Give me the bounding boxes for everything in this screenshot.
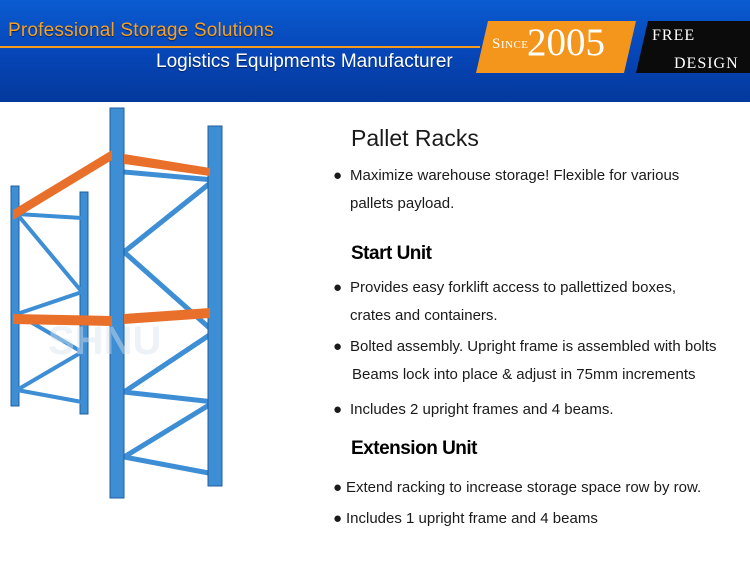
header-tagline: Professional Storage Solutions [8,20,274,41]
start-b3-line: Includes 2 upright frames and 4 beams. [350,401,614,418]
since-label: Since [492,36,529,52]
header-subtitle: Logistics Equipments Manufacturer [156,51,453,72]
extension-unit-bullet-1 [333,474,702,502]
start-b1-line2: crates and containers. [350,307,498,324]
start-unit-bullet-1 [333,274,676,330]
image-watermark: SHNU [48,319,162,363]
start-b2-line1: Bolted assembly. Upright frame is assembled with bolts [350,338,717,355]
intro-bullet [333,162,680,218]
rear-upright-frame [11,186,88,414]
header-divider-line [0,46,480,48]
bullet-dot: ● [333,338,343,355]
intro-line2: pallets payload. [350,195,455,212]
bullet-dot: ● [333,479,343,496]
extension-unit-heading: Extension Unit [351,438,478,459]
start-unit-bullet-3 [333,396,614,424]
intro-line1: Maximize warehouse storage! Flexible for various [350,167,680,184]
free-design-line1: FREE [652,27,696,44]
start-unit-bullet-2 [333,333,717,389]
since-year: 2005 [527,21,605,64]
bullet-dot: ● [333,401,343,418]
pallet-rack-image [0,102,250,502]
start-unit-heading: Start Unit [351,243,432,264]
bullet-dot: ● [333,167,343,184]
header-banner [0,0,750,102]
start-b2-line2: Beams lock into place & adjust in 75mm increments [352,366,696,383]
free-design-line2: DESIGN [674,55,739,72]
page-title: Pallet Racks [351,125,479,151]
ext-b1-line: Extend racking to increase storage space row by row. [346,479,702,496]
bullet-dot: ● [333,279,343,296]
start-b1-line1: Provides easy forklift access to pallettized boxes, [350,279,676,296]
bullet-dot: ● [333,510,343,527]
extension-unit-bullet-2 [333,505,598,533]
ext-b2-line: Includes 1 upright frame and 4 beams [346,510,598,527]
